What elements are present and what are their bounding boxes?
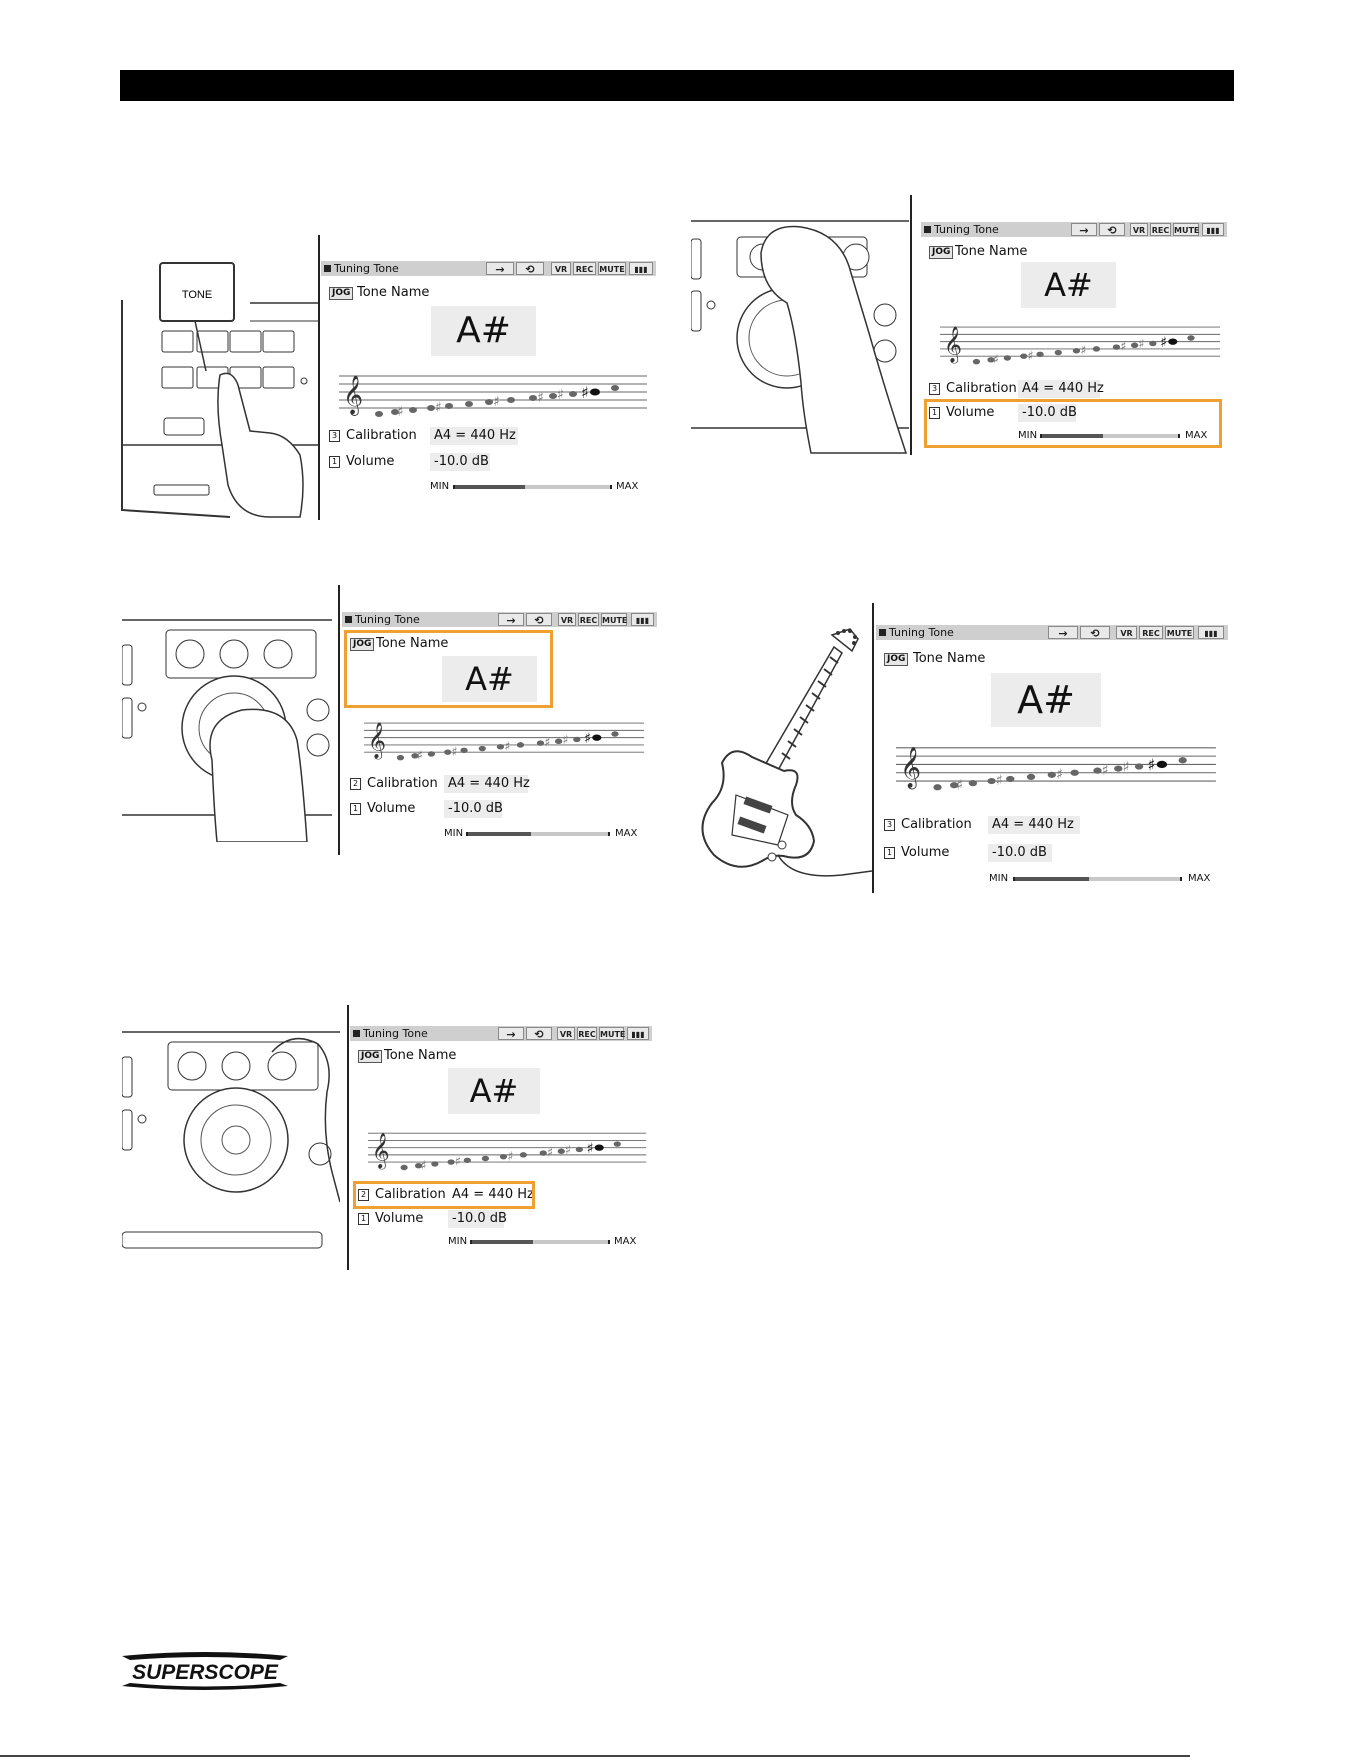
svg-text:𝄞: 𝄞 — [367, 722, 386, 759]
superscope-logo — [120, 1650, 290, 1690]
rec-indicator: REC — [577, 1027, 597, 1040]
mute-indicator: MUTE — [601, 613, 627, 626]
mute-indicator: MUTE — [598, 262, 626, 275]
tone-name-label: Tone Name — [955, 244, 1028, 259]
max-label: MAX — [1188, 873, 1211, 884]
rec-indicator: REC — [1150, 223, 1171, 236]
device-illustration-cal-knob — [122, 1022, 340, 1262]
window-icon — [353, 1030, 360, 1037]
volume-index: 1 — [329, 456, 340, 468]
svg-text:𝄞: 𝄞 — [343, 375, 364, 415]
volume-index: 1 — [358, 1213, 369, 1225]
calibration-index: 2 — [358, 1189, 369, 1201]
svg-text:𝄞: 𝄞 — [900, 746, 922, 788]
title-bar — [342, 612, 657, 627]
jog-badge: JOG — [329, 287, 353, 300]
arrow-right-icon: → — [1048, 626, 1078, 639]
calibration-index: 2 — [350, 778, 361, 790]
device-illustration-tone-press — [120, 255, 318, 520]
battery-icon: ▮▮▮ — [629, 262, 653, 275]
svg-text:♯: ♯ — [956, 777, 964, 794]
svg-text:♯: ♯ — [420, 1157, 427, 1173]
svg-text:♯: ♯ — [586, 1141, 594, 1158]
calibration-label: Calibration — [946, 381, 1017, 396]
tone-name-label: Tone Name — [384, 1048, 457, 1063]
calibration-value: A4 = 440 Hz — [1018, 380, 1100, 398]
max-label: MAX — [614, 1236, 637, 1247]
min-label: MIN — [444, 828, 464, 839]
window-icon — [924, 226, 931, 233]
svg-text:♯: ♯ — [1160, 335, 1168, 352]
calibration-highlight — [353, 1181, 535, 1209]
vr-indicator: VR — [1116, 626, 1137, 639]
screen-title: Tuning Tone — [334, 262, 399, 275]
min-label: MIN — [1018, 430, 1038, 441]
svg-text:♯: ♯ — [557, 387, 564, 403]
mute-indicator: MUTE — [1173, 223, 1199, 236]
vr-indicator: VR — [557, 1027, 575, 1040]
window-icon — [324, 265, 331, 272]
footer-rule — [0, 1755, 1190, 1757]
tone-value: A# — [442, 656, 537, 702]
svg-text:♯: ♯ — [1101, 762, 1109, 779]
svg-text:♯: ♯ — [537, 390, 544, 406]
arrow-right-icon: → — [498, 613, 524, 626]
music-staff — [360, 714, 650, 764]
svg-text:♯: ♯ — [1027, 347, 1034, 363]
battery-icon: ▮▮▮ — [1198, 626, 1224, 639]
svg-text:♯: ♯ — [493, 394, 500, 410]
calibration-index: 3 — [929, 383, 940, 395]
volume-highlight — [924, 399, 1222, 448]
volume-slider — [470, 1240, 610, 1244]
battery-icon: ▮▮▮ — [627, 1027, 649, 1040]
jog-badge: JOG — [929, 246, 953, 259]
svg-text:♯: ♯ — [564, 1141, 572, 1157]
loop-icon: ⟲ — [1080, 626, 1110, 639]
volume-value: -10.0 dB — [1018, 404, 1076, 422]
min-label: MIN — [430, 481, 450, 492]
min-label: MIN — [448, 1236, 468, 1247]
divider — [347, 1005, 349, 1270]
calibration-value: A4 = 440 Hz — [988, 816, 1080, 834]
divider — [910, 195, 912, 455]
rec-indicator: REC — [573, 262, 596, 275]
svg-text:♯: ♯ — [507, 1148, 514, 1164]
screen-title: Tuning Tone — [355, 613, 420, 626]
volume-label: Volume — [346, 454, 395, 469]
volume-slider — [453, 485, 612, 489]
title-bar — [921, 222, 1227, 237]
arrow-right-icon: → — [486, 262, 514, 275]
tone-value: A# — [448, 1068, 540, 1114]
vr-indicator: VR — [551, 262, 571, 275]
rec-indicator: REC — [1139, 626, 1163, 639]
svg-text:♯: ♯ — [504, 738, 511, 754]
calibration-label: Calibration — [901, 817, 972, 832]
jog-badge: JOG — [358, 1050, 382, 1063]
volume-label: Volume — [367, 801, 416, 816]
screen-title: Tuning Tone — [363, 1027, 428, 1040]
loop-icon: ⟲ — [526, 613, 552, 626]
tone-name-label: Tone Name — [376, 636, 449, 651]
svg-text:♯: ♯ — [416, 747, 423, 763]
tone-value: A# — [431, 306, 536, 356]
max-label: MAX — [615, 828, 638, 839]
lcd-screen-2 — [921, 222, 1227, 447]
svg-text:♯: ♯ — [451, 743, 458, 759]
svg-text:𝄞: 𝄞 — [943, 326, 962, 363]
volume-slider — [466, 832, 610, 836]
divider — [872, 603, 874, 893]
header-bar — [120, 70, 1234, 101]
music-staff — [939, 318, 1223, 368]
calibration-value: A4 = 440 Hz — [452, 1187, 534, 1202]
arrow-right-icon: → — [498, 1027, 524, 1040]
device-illustration-jog — [122, 610, 332, 842]
svg-text:♯: ♯ — [397, 404, 404, 420]
screen-title: Tuning Tone — [889, 626, 954, 639]
tone-name-label: Tone Name — [913, 651, 986, 666]
svg-text:♯: ♯ — [546, 1144, 553, 1160]
title-bar — [876, 625, 1228, 640]
title-bar — [321, 261, 656, 276]
volume-value: -10.0 dB — [444, 800, 502, 818]
svg-text:♯: ♯ — [562, 732, 569, 747]
min-label: MIN — [989, 873, 1009, 884]
guitar-illustration — [692, 625, 872, 880]
svg-text:♯: ♯ — [1138, 336, 1145, 351]
tone-callout-label: TONE — [181, 289, 213, 301]
svg-text:♯: ♯ — [584, 731, 592, 748]
lcd-screen-5 — [350, 1026, 652, 1258]
calibration-index: 3 — [884, 819, 895, 831]
calibration-value: A4 = 440 Hz — [430, 427, 518, 445]
volume-label: Volume — [901, 845, 950, 860]
music-staff — [896, 737, 1218, 795]
volume-index: 1 — [884, 847, 895, 859]
loop-icon: ⟲ — [526, 1027, 552, 1040]
music-staff — [368, 1124, 648, 1174]
mute-indicator: MUTE — [599, 1027, 624, 1040]
svg-text:♯: ♯ — [1122, 759, 1130, 776]
loop-icon: ⟲ — [516, 262, 544, 275]
svg-text:♯: ♯ — [581, 383, 589, 402]
tone-value: A# — [991, 673, 1101, 727]
svg-text:𝄞: 𝄞 — [371, 1133, 390, 1169]
vr-indicator: VR — [558, 613, 576, 626]
volume-value: -10.0 dB — [988, 844, 1052, 862]
lcd-screen-1 — [321, 261, 656, 506]
calibration-index: 3 — [329, 430, 340, 442]
battery-icon: ▮▮▮ — [1202, 223, 1224, 236]
loop-icon: ⟲ — [1099, 223, 1125, 236]
vr-indicator: VR — [1130, 223, 1148, 236]
svg-text:♯: ♯ — [435, 400, 442, 416]
tone-name-highlight — [344, 630, 553, 708]
jog-badge: JOG — [350, 638, 374, 651]
volume-slider — [1013, 877, 1182, 881]
calibration-label: Calibration — [375, 1187, 446, 1202]
jog-badge: JOG — [884, 653, 908, 666]
battery-icon: ▮▮▮ — [631, 613, 654, 626]
arrow-right-icon: → — [1071, 223, 1097, 236]
svg-text:♯: ♯ — [992, 351, 999, 367]
max-label: MAX — [1185, 430, 1208, 441]
calibration-value: A4 = 440 Hz — [444, 775, 528, 793]
volume-index: 1 — [350, 803, 361, 815]
screen-title: Tuning Tone — [934, 223, 999, 236]
window-icon — [345, 616, 352, 623]
window-icon — [879, 629, 886, 636]
mute-indicator: MUTE — [1165, 626, 1194, 639]
max-label: MAX — [616, 481, 639, 492]
svg-text:♯: ♯ — [995, 773, 1003, 790]
volume-index: 1 — [929, 407, 940, 419]
device-illustration-knob — [691, 213, 909, 455]
divider — [338, 585, 340, 855]
volume-label: Volume — [375, 1211, 424, 1226]
divider — [318, 235, 320, 520]
tone-value: A# — [1021, 262, 1116, 308]
calibration-label: Calibration — [367, 776, 438, 791]
calibration-label: Calibration — [346, 428, 417, 443]
svg-text:♯: ♯ — [1080, 342, 1087, 358]
svg-text:♯: ♯ — [544, 734, 551, 750]
title-bar — [350, 1026, 652, 1041]
lcd-screen-4 — [876, 625, 1228, 885]
music-staff — [339, 366, 649, 421]
rec-indicator: REC — [578, 613, 599, 626]
svg-text:♯: ♯ — [1120, 338, 1127, 354]
volume-value: -10.0 dB — [430, 453, 490, 471]
volume-label: Volume — [946, 405, 995, 420]
svg-text:♯: ♯ — [454, 1153, 461, 1169]
volume-value: -10.0 dB — [448, 1210, 504, 1228]
lcd-screen-3 — [342, 612, 657, 847]
svg-text:♯: ♯ — [1147, 755, 1156, 775]
tone-name-label: Tone Name — [357, 285, 430, 300]
svg-text:♯: ♯ — [1055, 766, 1064, 783]
brand-text: SUPERSCOPE — [132, 1661, 278, 1684]
